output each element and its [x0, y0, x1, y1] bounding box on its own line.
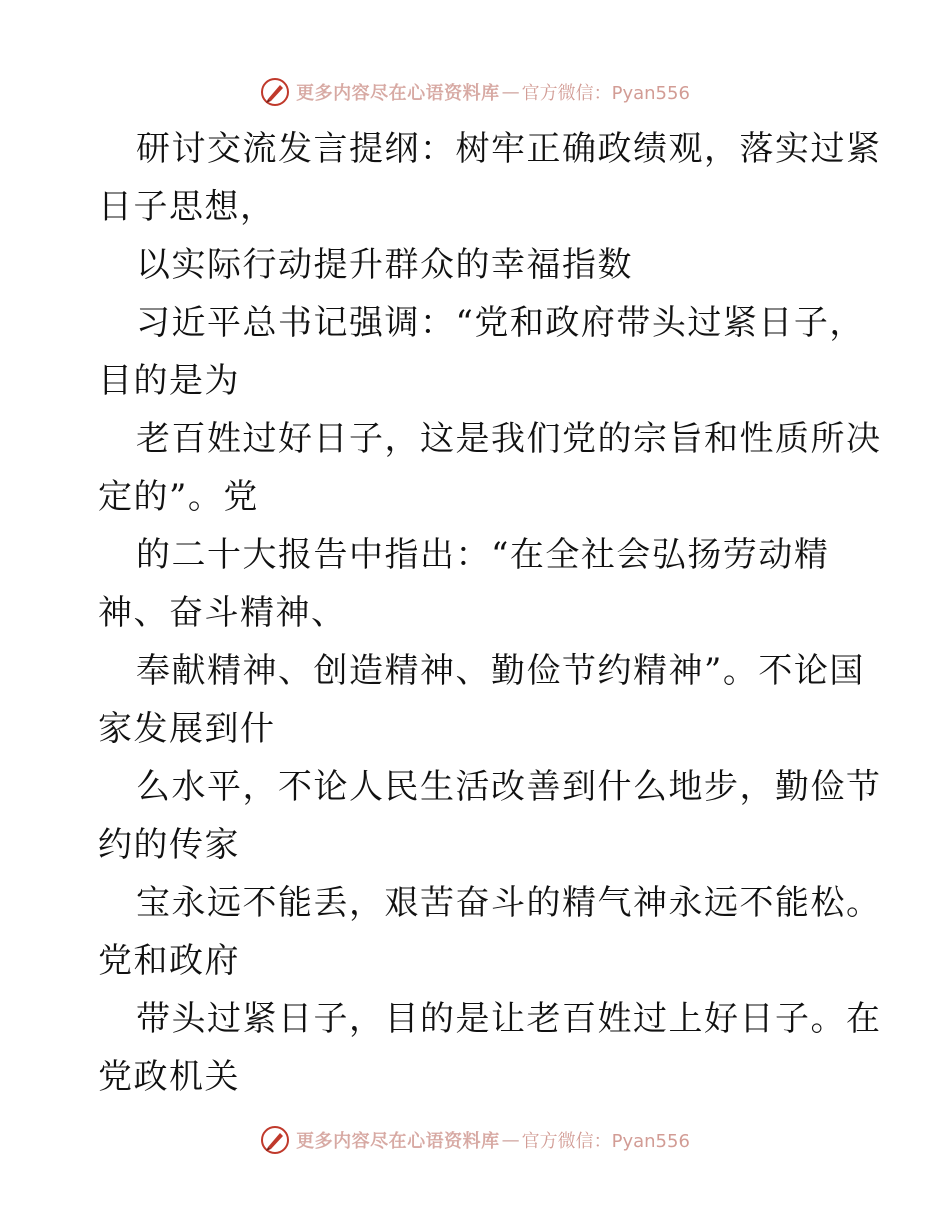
text-line: 神、奋斗精神、 — [98, 593, 347, 633]
text-line: 么水平，不论人民生活改善到什么地步，勤俭节 — [136, 767, 882, 807]
document-body — [98, 120, 882, 1106]
pen-logo-icon — [260, 77, 290, 107]
footer-banner — [0, 1120, 950, 1160]
pen-logo-icon — [260, 1125, 290, 1155]
text-line: 研讨交流发言提纲：树牢正确政绩观，落实过紧 — [136, 129, 882, 169]
text-line: 以实际行动提升群众的幸福指数 — [136, 245, 633, 285]
text-line: 宝永远不能丢，艰苦奋斗的精气神永远不能松。 — [136, 883, 882, 923]
banner-title: 更多内容尽在心语资料库 — [296, 83, 500, 104]
text-line: 党政机关 — [98, 1057, 240, 1097]
header-banner — [0, 72, 950, 112]
banner-separator: — — [501, 81, 520, 103]
text-line: 家发展到什 — [98, 709, 276, 749]
text-line: 的二十大报告中指出：“在全社会弘扬劳动精 — [136, 535, 830, 575]
text-line: 定的”。党 — [98, 477, 259, 517]
text-line: 习近平总书记强调：“党和政府带头过紧日子， — [136, 303, 865, 343]
banner-wechat: 官方微信：Pyan556 — [521, 83, 690, 104]
banner-separator: — — [501, 1129, 520, 1151]
text-line: 奉献精神、创造精神、勤俭节约精神”。不论国 — [136, 651, 865, 691]
banner-wechat: 官方微信：Pyan556 — [521, 1131, 690, 1152]
text-line: 约的传家 — [98, 825, 240, 865]
text-line: 带头过紧日子，目的是让老百姓过上好日子。在 — [136, 999, 882, 1039]
text-line: 日子思想， — [98, 187, 276, 227]
text-line: 党和政府 — [98, 941, 240, 981]
banner-title: 更多内容尽在心语资料库 — [296, 1131, 500, 1152]
text-line: 目的是为 — [98, 361, 240, 401]
text-line: 老百姓过好日子，这是我们党的宗旨和性质所决 — [136, 419, 882, 459]
